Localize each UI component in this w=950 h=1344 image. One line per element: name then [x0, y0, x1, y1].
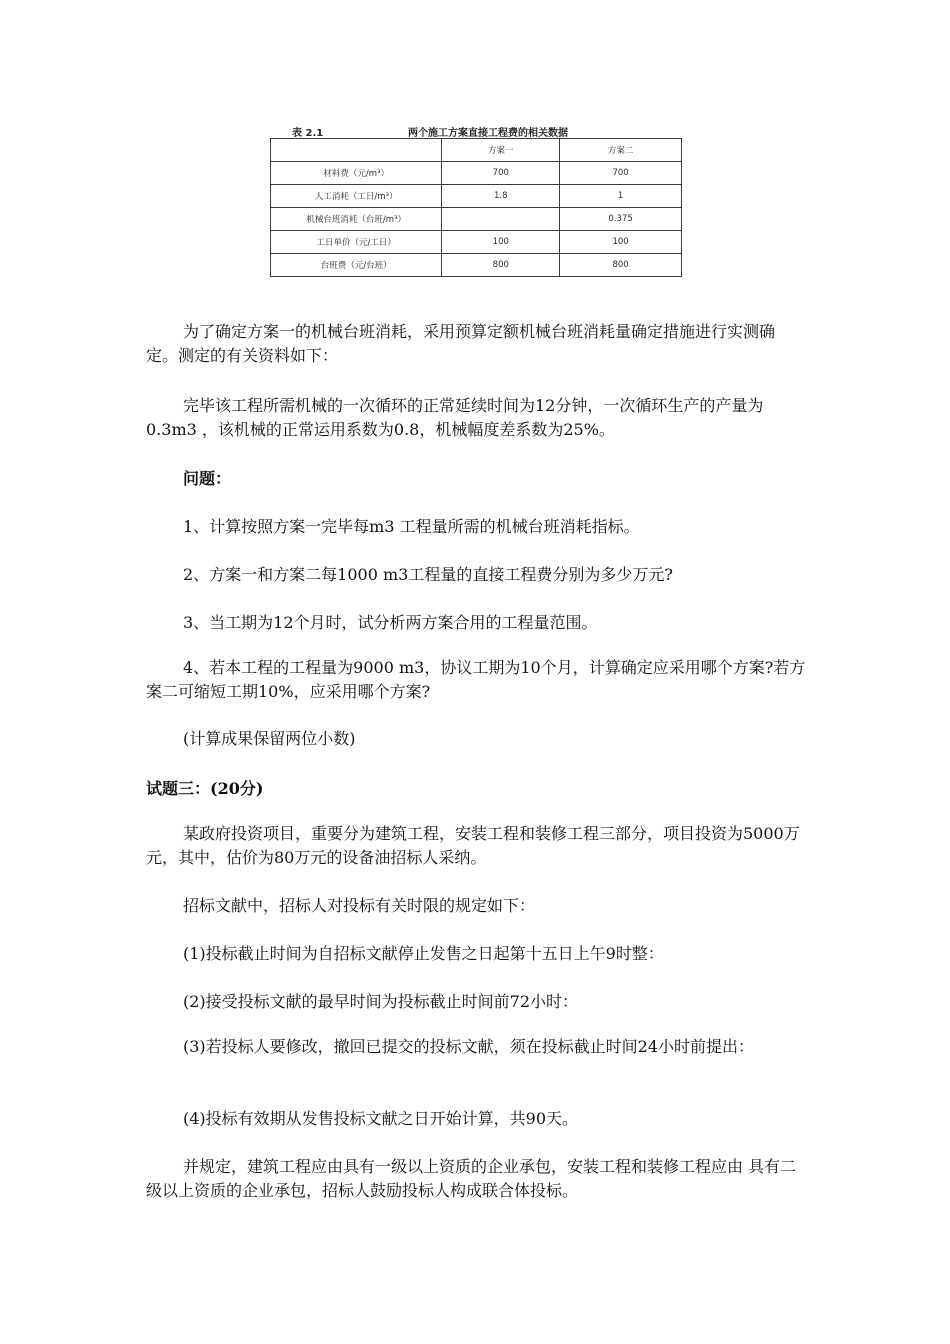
calculation-note: (计算成果保留两位小数): [183, 729, 356, 748]
paragraph-machine-data: 完毕该工程所需机械的一次循环的正常延续时间为12分钟，一次循环生产的产量为0.3m3 ，该机械的正常运用系数为0.8，机械幅度差系数为25%。: [146, 396, 764, 439]
table-row: [271, 162, 682, 185]
table-cell: 700: [560, 162, 682, 185]
table-cell: [442, 208, 560, 231]
section-title: 试题三：(20分): [146, 779, 264, 798]
table-cell: 工日单价（元/工日）: [271, 231, 442, 254]
table-number: 表 2.1: [292, 128, 324, 139]
rule-1: (1)投标截止时间为自招标文献停止发售之日起第十五日上午9时整：: [183, 944, 664, 963]
table-header-cell: 方案一: [442, 139, 560, 162]
table-header-cell: [271, 139, 442, 162]
table-cell: 台班费（元/台班）: [271, 254, 442, 277]
table-cell: 700: [442, 162, 560, 185]
table-cell: 0.375: [560, 208, 682, 231]
table-cell: 100: [560, 231, 682, 254]
table-row: [271, 185, 682, 208]
question-3: 3、当工期为12个月时，试分析两方案合用的工程量范围。: [183, 613, 598, 632]
paragraph-measurement-intro: 为了确定方案一的机械台班消耗，采用预算定额机械台班消耗量确定措施进行实测确定。测定的有关资料如下：: [146, 322, 776, 365]
table-title: 两个施工方案直接工程费的相关数据: [408, 128, 568, 139]
paragraph-qualification: 并规定，建筑工程应由具有一级以上资质的企业承包，安装工程和装修工程应由 具有二级以上资质的企业承包，招标人鼓励投标人构成联合体投标。: [146, 1157, 797, 1200]
table-cell: 人工消耗（工日/m³）: [271, 185, 442, 208]
table-cell: 1.8: [442, 185, 560, 208]
table-row: [271, 254, 682, 277]
table-cell: 800: [442, 254, 560, 277]
question-label: 问题：: [183, 469, 232, 488]
table-cell: 材料费（元/m³）: [271, 162, 442, 185]
table-cell: 1: [560, 185, 682, 208]
data-table: [270, 138, 682, 277]
table-cell: 100: [442, 231, 560, 254]
table-row: [271, 208, 682, 231]
table-header-cell: 方案二: [560, 139, 682, 162]
paragraph-project-overview: 某政府投资项目，重要分为建筑工程，安装工程和装修工程三部分，项目投资为5000万元，其中，估价为80万元的设备油招标人采纳。: [146, 824, 800, 867]
table-cell: 800: [560, 254, 682, 277]
question-4: 4、若本工程的工程量为9000 m3，协议工期为10个月，计算确定应采用哪个方案?若方案二可缩短工期10%，应采用哪个方案?: [146, 658, 806, 701]
table-caption: [270, 122, 682, 138]
rule-4: (4)投标有效期从发售投标文献之日开始计算，共90天。: [183, 1109, 579, 1128]
question-2: 2、方案一和方案二每1000 m3工程量的直接工程费分别为多少万元?: [183, 565, 673, 584]
rule-2: (2)接受投标文献的最早时间为投标截止时间前72小时：: [183, 992, 579, 1011]
scanned-table: [270, 122, 682, 277]
paragraph-bidding-rules-intro: 招标文献中，招标人对投标有关时限的规定如下：: [183, 896, 536, 915]
table-cell: 机械台班消耗（台班/m³）: [271, 208, 442, 231]
question-1: 1、计算按照方案一完毕每m3 工程量所需的机械台班消耗指标。: [183, 517, 640, 536]
table-header-row: [271, 139, 682, 162]
rule-3: (3)若投标人要修改，撤回已提交的投标文献，须在投标截止时间24小时前提出：: [183, 1037, 755, 1056]
table-row: [271, 231, 682, 254]
